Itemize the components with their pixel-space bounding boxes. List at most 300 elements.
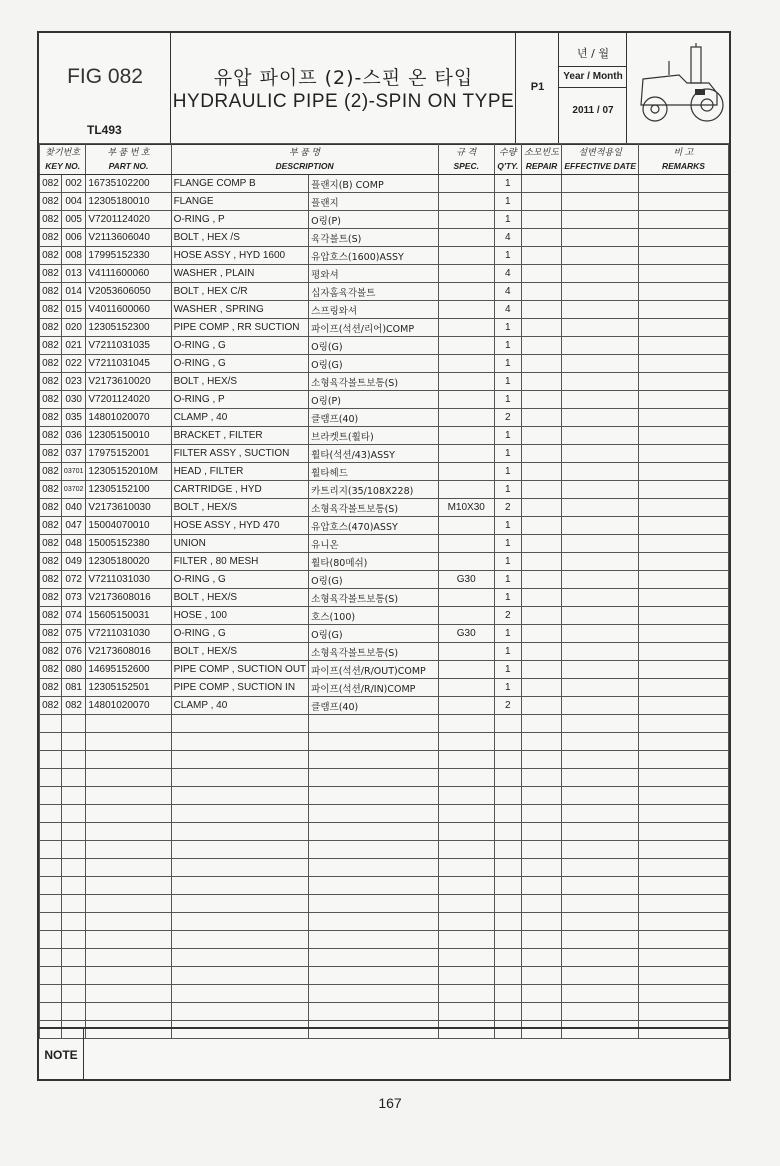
description-en-cell [171,859,309,877]
description-en-cell: PIPE COMP , RR SUCTION [171,319,309,337]
table-row [40,229,729,247]
part-no-cell [86,985,171,1003]
part-no-cell [86,769,171,787]
spec-cell [438,301,494,319]
repair-cell [521,481,562,499]
quantity-cell [494,877,521,895]
fig-no-cell: 082 [40,463,62,481]
part-no-cell: 12305152100 [86,481,171,499]
key-no-cell: 015 [61,301,85,319]
spec-cell [438,805,494,823]
page-code: P1 [530,81,545,93]
key-no-cell [61,967,85,985]
effective-date-cell [562,355,639,373]
table-row [40,175,729,193]
fig-no-cell: 082 [40,247,62,265]
effective-date-cell [562,589,639,607]
effective-date-cell [562,1003,639,1021]
table-row [40,481,729,499]
quantity-cell: 1 [494,517,521,535]
quantity-cell: 4 [494,265,521,283]
empty-row [40,985,729,1003]
remarks-cell [639,535,729,553]
year-month-value: 2011 / 07 [572,105,614,116]
part-no-cell: 12305180010 [86,193,171,211]
description-en-cell [171,841,309,859]
quantity-cell [494,967,521,985]
part-no-cell: 15605150031 [86,607,171,625]
repair-cell [521,769,562,787]
remarks-cell [639,949,729,967]
key-no-cell [61,859,85,877]
repair-cell [521,553,562,571]
remarks-cell [639,787,729,805]
spec-cell [438,265,494,283]
remarks-cell [639,859,729,877]
fig-no-cell: 082 [40,409,62,427]
description-ko-cell: 휠타(80메쉬) [309,553,438,571]
remarks-cell [639,391,729,409]
key-no-cell [61,769,85,787]
effective-date-cell [562,409,639,427]
repair-cell [521,265,562,283]
quantity-cell: 1 [494,247,521,265]
part-no-cell [86,715,171,733]
description-en-cell: HOSE ASSY , HYD 1600 [171,247,309,265]
effective-date-header-ko: 설변적용일 [562,144,639,159]
part-no-cell: V2113606040 [86,229,171,247]
description-en-cell [171,895,309,913]
key-no-cell: 022 [61,355,85,373]
effective-date-cell [562,931,639,949]
description-en-cell: BRACKET , FILTER [171,427,309,445]
description-ko-cell: 소형육각볼트보통(S) [309,589,438,607]
fig-no-cell: 082 [40,625,62,643]
quantity-cell: 2 [494,499,521,517]
quantity-cell: 1 [494,643,521,661]
repair-cell [521,895,562,913]
part-no-cell: 12305152501 [86,679,171,697]
table-row [40,607,729,625]
description-en-cell [171,751,309,769]
effective-date-cell [562,643,639,661]
part-no-cell [86,1003,171,1021]
remarks-cell [639,427,729,445]
effective-date-cell [562,535,639,553]
part-no-cell: V7201124020 [86,391,171,409]
key-no-cell: 080 [61,661,85,679]
quantity-cell: 1 [494,427,521,445]
part-no-cell: 16735102200 [86,175,171,193]
effective-date-cell [562,445,639,463]
repair-cell [521,337,562,355]
repair-cell [521,679,562,697]
repair-cell [521,427,562,445]
table-row [40,409,729,427]
parts-sheet [37,31,731,1081]
description-ko-cell: 플랜지 [309,193,438,211]
description-en-cell: BOLT , HEX /S [171,229,309,247]
spec-cell [438,949,494,967]
table-row [40,643,729,661]
fig-no-cell: 082 [40,283,62,301]
description-en-cell: BOLT , HEX/S [171,643,309,661]
description-en-cell [171,787,309,805]
part-no-cell: V4111600060 [86,265,171,283]
spec-cell [438,841,494,859]
key-no-cell: 047 [61,517,85,535]
effective-date-cell [562,283,639,301]
key-no-cell: 073 [61,589,85,607]
effective-date-cell [562,247,639,265]
quantity-cell [494,913,521,931]
fig-no-cell [40,823,62,841]
description-ko-cell [309,967,438,985]
remarks-cell [639,697,729,715]
quantity-cell [494,805,521,823]
repair-cell [521,733,562,751]
effective-date-header: EFFECTIVE DATE [562,158,639,175]
repair-cell [521,931,562,949]
spec-cell: G30 [438,625,494,643]
fig-no-cell: 082 [40,175,62,193]
fig-no-cell [40,787,62,805]
spec-cell [438,319,494,337]
spec-cell [438,877,494,895]
qty-header: Q'TY. [494,158,521,175]
spec-cell [438,391,494,409]
effective-date-cell [562,625,639,643]
remarks-cell [639,175,729,193]
remarks-cell [639,571,729,589]
key-no-cell: 020 [61,319,85,337]
description-en-cell: BOLT , HEX/S [171,589,309,607]
description-ko-cell: 클램프(40) [309,697,438,715]
year-month-label-en: Year / Month [559,66,627,88]
repair-cell [521,661,562,679]
repair-cell [521,463,562,481]
remarks-cell [639,319,729,337]
fig-no-cell [40,913,62,931]
remarks-cell [639,841,729,859]
repair-cell [521,643,562,661]
remarks-cell [639,607,729,625]
description-ko-cell: 평와셔 [309,265,438,283]
table-row [40,625,729,643]
description-ko-cell [309,913,438,931]
repair-cell [521,319,562,337]
key-no-header: KEY NO. [40,158,86,175]
quantity-cell: 1 [494,355,521,373]
repair-cell [521,229,562,247]
quantity-cell: 1 [494,391,521,409]
description-ko-cell [309,823,438,841]
quantity-cell: 1 [494,463,521,481]
quantity-cell: 1 [494,445,521,463]
fig-no-cell [40,769,62,787]
spec-cell [438,409,494,427]
fig-no-cell: 082 [40,337,62,355]
empty-row [40,751,729,769]
description-en-cell: FILTER ASSY , SUCTION [171,445,309,463]
remarks-cell [639,589,729,607]
fig-no-cell: 082 [40,643,62,661]
effective-date-cell [562,517,639,535]
quantity-cell: 1 [494,535,521,553]
key-no-cell: 049 [61,553,85,571]
repair-cell [521,391,562,409]
fig-no-cell: 082 [40,301,62,319]
fig-no-cell: 082 [40,391,62,409]
description-ko-cell [309,733,438,751]
description-ko-cell: 파이프(석션/R/OUT)COMP [309,661,438,679]
effective-date-cell [562,481,639,499]
empty-row [40,967,729,985]
key-no-cell: 005 [61,211,85,229]
description-en-cell: WASHER , PLAIN [171,265,309,283]
description-en-cell: HOSE , 100 [171,607,309,625]
fig-no-cell: 082 [40,499,62,517]
table-row [40,193,729,211]
fig-no-cell: 082 [40,445,62,463]
title-english: HYDRAULIC PIPE (2)-SPIN ON TYPE [172,91,515,112]
remarks-cell [639,337,729,355]
description-en-cell: BOLT , HEX/S [171,499,309,517]
spec-cell [438,985,494,1003]
description-en-cell [171,931,309,949]
spec-cell [438,607,494,625]
repair-cell [521,859,562,877]
fig-no-cell: 082 [40,517,62,535]
table-row [40,499,729,517]
fig-no-cell: 082 [40,229,62,247]
fig-no-cell [40,967,62,985]
fig-no-cell: 082 [40,589,62,607]
table-row [40,661,729,679]
part-no-cell [86,859,171,877]
model-code: TL493 [87,123,122,137]
effective-date-cell [562,967,639,985]
quantity-cell [494,823,521,841]
title-korean: 유압 파이프 (2)-스핀 온 타입 [213,67,474,89]
spec-cell [438,859,494,877]
description-ko-cell: 호스(100) [309,607,438,625]
quantity-cell: 1 [494,373,521,391]
key-no-cell: 072 [61,571,85,589]
table-row [40,355,729,373]
key-no-cell [61,895,85,913]
quantity-cell [494,715,521,733]
empty-row [40,823,729,841]
key-no-cell: 074 [61,607,85,625]
description-ko-cell: O링(G) [309,625,438,643]
remarks-cell [639,229,729,247]
remarks-cell [639,265,729,283]
spec-cell [438,787,494,805]
quantity-cell [494,769,521,787]
description-ko-cell: O링(G) [309,355,438,373]
part-no-cell [86,949,171,967]
quantity-cell [494,985,521,1003]
description-en-cell [171,1003,309,1021]
part-no-cell: 15005152380 [86,535,171,553]
key-no-cell: 03702 [61,481,85,499]
repair-cell [521,841,562,859]
empty-row [40,913,729,931]
table-row [40,535,729,553]
effective-date-cell [562,661,639,679]
effective-date-cell [562,211,639,229]
table-row [40,391,729,409]
key-no-cell: 037 [61,445,85,463]
spec-cell [438,751,494,769]
part-no-cell [86,913,171,931]
repair-cell [521,967,562,985]
description-ko-cell [309,985,438,1003]
effective-date-cell [562,949,639,967]
quantity-cell: 1 [494,175,521,193]
table-row [40,679,729,697]
repair-cell [521,211,562,229]
key-no-cell: 014 [61,283,85,301]
quantity-cell: 1 [494,625,521,643]
description-ko-cell: 클램프(40) [309,409,438,427]
description-ko-cell: 브라켓트(휠타) [309,427,438,445]
spec-cell [438,661,494,679]
repair-cell [521,499,562,517]
description-en-cell: O-RING , G [171,625,309,643]
fig-no-cell [40,859,62,877]
qty-header-ko: 수량 [494,144,521,159]
spec-cell [438,337,494,355]
part-no-cell: 15004070010 [86,517,171,535]
part-no-cell: 14801020070 [86,697,171,715]
table-row [40,517,729,535]
parts-table [39,143,729,1039]
remarks-cell [639,913,729,931]
fig-no-cell [40,877,62,895]
repair-cell [521,175,562,193]
empty-row [40,949,729,967]
note-section [39,1027,729,1081]
key-no-cell [61,823,85,841]
part-no-header: PART NO. [86,158,171,175]
spec-cell [438,445,494,463]
part-no-cell: 12305180020 [86,553,171,571]
effective-date-cell [562,697,639,715]
effective-date-cell [562,733,639,751]
part-no-cell: 12305150010 [86,427,171,445]
effective-date-cell [562,463,639,481]
fig-no-cell: 082 [40,697,62,715]
tractor-icon [629,41,725,135]
quantity-cell: 1 [494,589,521,607]
quantity-cell: 1 [494,319,521,337]
remarks-cell [639,517,729,535]
description-en-cell: FILTER , 80 MESH [171,553,309,571]
fig-no-cell: 082 [40,427,62,445]
effective-date-cell [562,859,639,877]
spec-cell [438,931,494,949]
repair-cell [521,247,562,265]
part-no-cell: 17975152001 [86,445,171,463]
remarks-cell [639,193,729,211]
spec-cell [438,895,494,913]
key-no-cell [61,841,85,859]
description-ko-cell: 휠타헤드 [309,463,438,481]
effective-date-cell [562,337,639,355]
key-no-cell: 035 [61,409,85,427]
effective-date-cell [562,319,639,337]
table-row [40,445,729,463]
repair-header-ko: 소모빈도 [521,144,562,159]
title-box [171,33,516,143]
description-en-cell [171,769,309,787]
description-ko-cell [309,877,438,895]
effective-date-cell [562,391,639,409]
empty-row [40,805,729,823]
description-header: DESCRIPTION [171,158,438,175]
fig-no-cell [40,949,62,967]
table-row [40,571,729,589]
fig-no-cell [40,751,62,769]
effective-date-cell [562,373,639,391]
table-row [40,247,729,265]
effective-date-cell [562,841,639,859]
description-ko-cell: O링(G) [309,571,438,589]
effective-date-cell [562,751,639,769]
description-ko-cell [309,787,438,805]
remarks-cell [639,409,729,427]
part-no-cell: 12305152010M [86,463,171,481]
repair-cell [521,607,562,625]
empty-row [40,769,729,787]
spec-cell [438,193,494,211]
description-ko-cell: O링(P) [309,391,438,409]
empty-row [40,895,729,913]
spec-cell [438,733,494,751]
spec-cell [438,427,494,445]
description-en-cell: FLANGE COMP B [171,175,309,193]
description-ko-cell: 유니온 [309,535,438,553]
effective-date-cell [562,301,639,319]
quantity-cell [494,1003,521,1021]
quantity-cell [494,895,521,913]
part-no-cell: V7211031035 [86,337,171,355]
part-no-cell [86,787,171,805]
part-no-cell: 17995152330 [86,247,171,265]
key-no-cell [61,985,85,1003]
part-no-cell: 14801020070 [86,409,171,427]
effective-date-cell [562,175,639,193]
description-en-cell [171,733,309,751]
fig-no-cell: 082 [40,481,62,499]
repair-cell [521,445,562,463]
key-no-cell: 002 [61,175,85,193]
repair-cell [521,1003,562,1021]
spec-cell [438,211,494,229]
sheet-header [39,33,729,145]
quantity-cell [494,841,521,859]
effective-date-cell [562,787,639,805]
part-no-cell [86,823,171,841]
description-ko-cell [309,931,438,949]
spec-cell: M10X30 [438,499,494,517]
effective-date-cell [562,913,639,931]
empty-row [40,1003,729,1021]
description-ko-cell: 소형육각볼트보통(S) [309,643,438,661]
fig-no-cell [40,805,62,823]
